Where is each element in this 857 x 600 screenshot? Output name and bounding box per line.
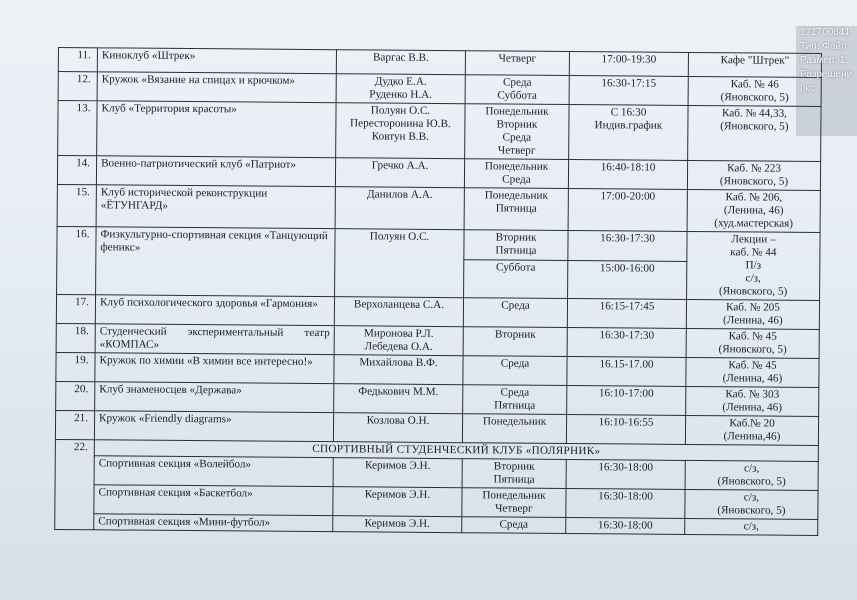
days-text: Суббота [497,89,537,102]
row-number-text: 12. [76,73,91,86]
time-text: 16:40-18:10 [600,161,656,174]
place-text: Каб. № 44,33, [721,107,788,120]
days-text: Среда [500,386,530,399]
row-number [57,156,96,185]
place-text: (Ленина, 46) [722,314,783,327]
time-text: 16:30-17:30 [599,329,655,342]
place-text: Каб. № 303 [725,388,780,401]
club-name-text: Военно-патриотический клуб «Патриот» [101,157,297,171]
time-text: 16:30-17:15 [601,77,657,90]
days [464,260,568,298]
time-text: 15:00-16:00 [599,262,655,276]
place-text: (Яновского, 5) [720,120,789,133]
place-text: (Яновского, 5) [717,504,786,517]
club-name [95,382,334,413]
place-text: (Ленина, 46) [723,204,784,217]
leader [335,229,465,298]
leader-text: Федькович М.М. [358,385,439,398]
place [687,160,820,190]
days-text: Пятница [494,399,536,412]
leader-text: Верхоланцева С.А. [353,298,445,312]
place-text: Лекции – [731,233,776,246]
club-name [96,156,335,187]
leader-text: Козлова О.Н. [366,414,430,427]
leader-text: Гречко А.А. [371,159,429,172]
schedule-table [54,47,822,536]
row-number-text: 19. [74,354,89,367]
leader-text: Лебедева О.А. [364,340,433,353]
days [462,459,566,489]
leader-text: Варгас В.В. [372,51,429,64]
place [685,415,818,445]
row-number [58,48,97,72]
place-text: Каб.№ 20 [729,417,775,430]
days-text: Среда [502,173,531,186]
leader-text: Ковтун В.В. [371,130,429,143]
days-text: Вторник [493,460,535,473]
leader-text: Дудко Е.А. [374,75,427,88]
row-number [58,101,97,156]
club-name [97,48,336,74]
time [566,489,685,519]
time [567,328,686,358]
days-text: Пятница [493,473,535,486]
row-number-text: 17. [74,296,90,309]
time-text: 17:00-19:30 [601,53,657,66]
time [567,299,686,329]
club-name [95,295,334,326]
row-number [58,72,97,101]
club-name-text: Студенческий экспериментальный театр «КОМПАС» [99,325,330,351]
row-number-text: 22. [73,441,88,454]
days-text: Понедельник [484,160,549,173]
days [464,188,568,231]
days [464,159,568,189]
time-text: 16.15-17.00 [599,358,654,371]
place [686,386,819,416]
days [462,414,566,444]
club-name-text: Клуб «Территория красоты» [101,102,237,116]
days-text: Среда [500,357,530,370]
days [465,104,569,160]
time [566,415,685,445]
place-text: Каб. № 205 [726,301,780,314]
leader [335,187,464,230]
club-name [95,353,334,384]
days-text: Пятница [495,244,537,257]
place [685,489,818,519]
place-text: каб. № 44 [730,246,777,259]
place [687,231,821,300]
place-text: Каб. № 206, [725,191,783,204]
table-row [57,226,820,262]
days-text: Понедельник [482,489,546,502]
time-text: 16:30-17:30 [600,232,655,245]
days [463,327,567,357]
row-number-text: 14. [76,157,91,170]
leader [336,50,465,75]
club-name-text: Физкультурно-спортивная секция «Танцующий феникс» [100,228,328,254]
time-text: 16:30-18:00 [598,461,654,474]
time-text: 17:00-20:00 [600,190,656,203]
leader [335,158,464,188]
leader [336,103,465,159]
days [463,298,567,328]
days-text: Среда [502,131,532,144]
days [462,488,566,518]
place-text: (Яновского, 5) [720,91,789,104]
place-text: (Яновского, 5) [718,285,788,298]
row-number-text: 20. [74,383,89,396]
time [569,76,688,106]
club-name [94,514,333,532]
time [568,261,687,300]
club-name [94,411,333,442]
days-text: Четверг [495,502,533,515]
leader [333,458,462,488]
leader-text: Керимов Э.Н. [364,517,431,530]
table-row [58,101,821,162]
time-text: Индив.график [594,119,663,132]
club-name-text: Кружок «Вязание на спицах и крючком» [101,73,296,87]
place-text: (Яновского, 5) [717,475,786,488]
leader-text: Керимов Э.Н. [364,488,431,501]
leader [334,297,463,327]
row-number [55,410,94,439]
table-row [57,184,820,232]
place-text: (худ.мастерская) [714,217,794,230]
days-text: Среда [499,518,529,531]
row-number [57,226,97,294]
place-text: Каб. № 223 [727,162,782,175]
days-text: Вторник [496,118,538,131]
club-name-text: Спортивная секция «Волейбол» [98,457,252,471]
row-number [55,439,95,529]
row-number [56,294,95,323]
time-text: 16:15-17:45 [599,300,655,313]
leader-text: Полуян О.С. [370,104,431,117]
days-text: Понедельник [485,105,549,118]
row-number [56,323,95,352]
days-text: Среда [502,76,532,89]
place [687,189,820,232]
leader-text: Пересторонина Ю.В. [350,117,451,131]
tooltip-line: пкс [800,83,815,94]
time-text: 16:10-17:00 [598,387,654,400]
place [685,460,818,490]
leader-text: Керимов Э.Н. [364,459,431,472]
time [566,460,685,490]
time [568,231,687,262]
tooltip-line: 171700641 [800,27,851,38]
leader-text: Миронова Р.Л. [363,327,434,340]
club-name [96,227,336,297]
place [686,299,819,329]
club-name [96,185,335,229]
file-info-tooltip [796,26,857,136]
row-number-text: 18. [74,325,89,338]
leader-text: Руденко Н.А. [369,88,433,101]
club-name [94,485,333,516]
time [567,386,686,416]
leader [336,74,465,104]
time [568,160,687,190]
club-name-text: Кружок «Friendly diagrams» [99,412,232,426]
club-name-text: Клуб исторической реконструкции «ЁТУНГАРД» [100,186,268,212]
club-name-text: Кружок по химии «В химии все интересно!» [99,354,313,369]
row-number-text: 16. [75,228,90,241]
place-text: Каб. № 45 [728,330,777,343]
club-name [97,72,336,103]
place-text: с/з, [745,272,761,285]
row-number-text: 11. [77,49,91,62]
leader [334,326,463,356]
place-text: (Ленина, 46) [722,372,783,385]
leader-text: Михайлова В.Ф. [359,356,438,369]
days [465,51,569,76]
leader [333,516,462,533]
row-number-text: 21. [74,412,89,425]
days-text: Вторник [494,328,536,341]
place-text: П/з [745,259,762,272]
place-text: с/з, [743,520,759,533]
days-text: Суббота [495,261,536,275]
row-number [57,184,96,226]
tooltip-line: Тип: Файл [800,41,847,52]
days-text: Пятница [495,202,537,215]
schedule-document [54,47,822,536]
time-text: 16:10-16:55 [598,416,654,429]
time-text: С 16:30 [610,106,647,119]
days-text: Вторник [495,231,537,244]
days-text: Понедельник [482,415,547,428]
time [566,518,685,535]
days [465,75,569,105]
club-name-text: Спортивная секция «Баскетбол» [98,486,253,500]
section-title-text: СПОРТИВНЫЙ СТУДЕНЧЕСКИЙ КЛУБ «ПОЛЯРНИК» [312,443,601,458]
time [568,189,687,232]
club-name-text: Спортивная секция «Мини-футбол» [98,515,271,529]
row-number-text: 15. [75,186,90,199]
row-number [56,381,95,410]
place-text: Кафе "Штрек" [720,54,790,67]
leader [333,413,462,443]
time [569,52,688,77]
days [462,517,566,534]
place-text: (Ленина, 46) [722,401,783,414]
club-name-text: Клуб знаменосцев «Держава» [99,383,242,397]
club-name-text: Киноклуб «Штрек» [101,49,196,63]
days-text: Четверг [497,144,536,157]
leader [334,355,463,385]
place [685,518,818,535]
time-text: 16:30-18:00 [598,490,653,503]
place-text: (Ленина,46) [723,430,781,443]
tooltip-line: Разрешени [800,69,853,80]
club-name [97,101,336,158]
place-text: Каб. № 45 [728,359,777,372]
time [567,357,686,387]
leader [334,384,463,414]
days [464,230,568,261]
place [686,328,819,358]
club-name [95,324,334,355]
leader [333,487,462,517]
days [463,356,567,386]
place-text: (Яновского, 5) [718,343,787,356]
row-number [56,352,95,381]
leader-text: Данилов А.А. [367,188,433,201]
place-text: с/з, [743,491,760,504]
place-text: (Яновского, 5) [719,175,789,188]
time-text: 16:30-18:00 [597,519,653,532]
time [569,105,688,161]
place-text: Каб. № 46 [730,78,779,91]
days [463,385,567,415]
days-text: Четверг [498,52,537,65]
tooltip-line: Размер: 1, [800,55,849,66]
club-name [94,456,333,487]
row-number-text: 13. [76,102,91,115]
place [686,357,819,387]
place-text: с/з, [744,462,760,475]
days-text: Среда [501,299,530,312]
leader-text: Полуян О.С. [369,230,430,243]
days-text: Понедельник [484,189,549,202]
club-name-text: Клуб психологического здоровья «Гармония» [99,296,318,311]
